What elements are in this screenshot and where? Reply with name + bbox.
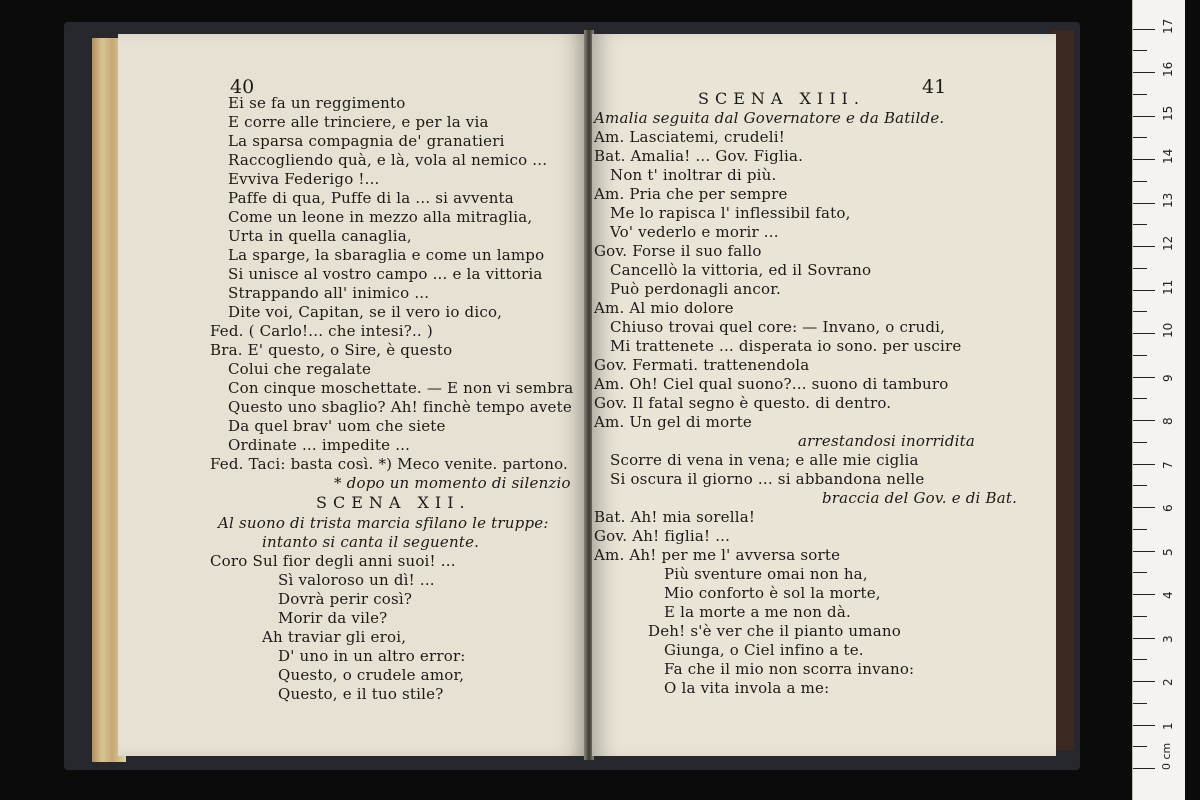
- stage-direction: * dopo un momento di silenzio: [334, 474, 571, 492]
- ruler-tick: [1133, 572, 1147, 573]
- ruler-tick: [1133, 746, 1147, 747]
- text-line: Come un leone in mezzo alla mitraglia,: [228, 208, 533, 226]
- ruler-tick: [1133, 355, 1147, 356]
- text-line: Si oscura il giorno ... si abbandona nelle: [610, 470, 925, 488]
- page-number: 40: [230, 76, 255, 98]
- text-line: Am. Ah! per me l' avversa sorte: [594, 546, 841, 564]
- text-line: Mi trattenete ... disperata io sono. per uscire: [610, 337, 962, 355]
- ruler-tick: [1133, 725, 1155, 726]
- left-page: [118, 34, 586, 756]
- text-line: Raccogliendo quà, e là, vola al nemico ...: [228, 151, 548, 169]
- verse-line: Dovrà perir così?: [278, 590, 413, 608]
- text-line: Gov. Fermati. trattenendola: [594, 356, 810, 374]
- text-line: Chiuso trovai quel core: — Invano, o crudi,: [610, 318, 946, 336]
- ruler-tick: [1133, 333, 1155, 334]
- verse-line: Questo, e il tuo stile?: [278, 685, 444, 703]
- verse-line: Morir da vile?: [278, 609, 388, 627]
- ruler-tick: [1133, 507, 1155, 508]
- ruler-tick: [1133, 116, 1155, 117]
- verse-line: Fa che il mio non scorra invano:: [664, 660, 915, 678]
- page-number: 41: [922, 76, 947, 98]
- text-line: Coro Sul fior degli anni suoi! ...: [210, 552, 456, 570]
- verse-line: E la morte a me non dà.: [664, 603, 851, 621]
- ruler-tick: [1133, 290, 1155, 291]
- text-line: Fed. ( Carlo!... che intesi?.. ): [210, 322, 433, 340]
- ruler-tick: [1133, 268, 1147, 269]
- text-line: Colui che regalate: [228, 360, 372, 378]
- ruler-number: 4: [1161, 591, 1175, 599]
- text-line: Con cinque moschettate. — E non vi sembra: [228, 379, 574, 397]
- ruler-tick: [1133, 442, 1147, 443]
- text-line: Me lo rapisca l' inflessibil fato,: [610, 204, 851, 222]
- ruler-tick: [1133, 72, 1155, 73]
- ruler-number: 14: [1161, 148, 1175, 164]
- text-line: La sparge, la sbaraglia e come un lampo: [228, 246, 545, 264]
- ruler-number: 6: [1161, 504, 1175, 512]
- text-line: Urta in quella canaglia,: [228, 227, 412, 245]
- text-line: Ei se fa un reggimento: [228, 94, 406, 112]
- ruler-number: 5: [1161, 547, 1175, 556]
- ruler-number: 13: [1161, 192, 1175, 208]
- stage-direction: intanto si canta il seguente.: [262, 533, 480, 551]
- ruler-tick: [1133, 681, 1155, 682]
- text-line: Da quel brav' uom che siete: [228, 417, 446, 435]
- ruler-tick: [1133, 377, 1155, 378]
- stage-direction: Amalia seguita dal Governatore e da Batilde.: [594, 109, 945, 127]
- text-line: Ordinate ... impedite ...: [228, 436, 411, 454]
- ruler-tick: [1133, 529, 1147, 530]
- text-line: Am. Lasciatemi, crudeli!: [594, 128, 785, 146]
- text-line: Cancellò la vittoria, ed il Sovrano: [610, 261, 872, 279]
- text-line: Si unisce al vostro campo ... e la vittoria: [228, 265, 543, 283]
- ruler-number: 11: [1161, 279, 1175, 295]
- text-line: Può perdonagli ancor.: [610, 280, 781, 298]
- ruler-tick: [1133, 224, 1147, 225]
- ruler-tick: [1133, 94, 1147, 95]
- right-page: [592, 34, 1056, 756]
- ruler-number: 16: [1161, 61, 1175, 77]
- measurement-ruler: [1132, 0, 1185, 800]
- text-line: Scorre di vena in vena; e alle mie ciglia: [610, 451, 919, 469]
- ruler-tick: [1133, 551, 1155, 552]
- ruler-tick: [1133, 181, 1147, 182]
- text-line: Questo uno sbaglio? Ah! finchè tempo avete: [228, 398, 572, 416]
- text-line: Strappando all' inimico ...: [228, 284, 430, 302]
- ruler-tick: [1133, 50, 1147, 51]
- ruler-tick: [1133, 464, 1155, 465]
- verse-line: Questo, o crudele amor,: [278, 666, 465, 684]
- stage-direction: braccia del Gov. e di Bat.: [822, 489, 1018, 507]
- ruler-number: 15: [1161, 105, 1175, 121]
- ruler-tick: [1133, 137, 1147, 138]
- ruler-number: 2: [1161, 678, 1175, 686]
- ruler-tick: [1133, 398, 1147, 399]
- ruler-tick: [1133, 420, 1155, 421]
- text-line: Am. Un gel di morte: [594, 413, 753, 431]
- text-line: Vo' vederlo e morir ...: [610, 223, 779, 241]
- ruler-unit-label: 0 cm: [1160, 742, 1173, 770]
- stage-direction: Al suono di trista marcia sfilano le truppe:: [218, 514, 549, 532]
- ruler-number: 1: [1161, 721, 1175, 730]
- text-line: Gov. Ah! figlia! ...: [594, 527, 731, 545]
- text-line: Paffe di qua, Puffe di la ... si avventa: [228, 189, 514, 207]
- ruler-number: 8: [1161, 417, 1175, 425]
- scene-heading: SCENA XII.: [316, 493, 471, 512]
- text-line: Am. Pria che per sempre: [594, 185, 788, 203]
- verse-line: D' uno in un altro error:: [278, 647, 466, 665]
- verse-line: Più sventure omai non ha,: [664, 565, 868, 583]
- text-line: Bra. E' questo, o Sire, è questo: [210, 341, 453, 359]
- text-line: Dite voi, Capitan, se il vero io dico,: [228, 303, 503, 321]
- ruler-tick: [1133, 311, 1147, 312]
- verse-line: Giunga, o Ciel infino a te.: [664, 641, 864, 659]
- ruler-number: 12: [1161, 235, 1175, 251]
- verse-line: Sì valoroso un dì! ...: [278, 571, 435, 589]
- stage-direction: arrestandosi inorridita: [798, 432, 975, 450]
- text-line: Bat. Ah! mia sorella!: [594, 508, 756, 526]
- ruler-tick: [1133, 594, 1155, 595]
- text-line: Am. Oh! Ciel qual suono?... suono di tamburo: [594, 375, 949, 393]
- verse-line: Deh! s'è ver che il pianto umano: [648, 622, 901, 640]
- text-line: E corre alle trinciere, e per la via: [228, 113, 489, 131]
- ruler-number: 3: [1161, 634, 1175, 643]
- text-line: Non t' inoltrar di più.: [610, 166, 777, 184]
- text-line: Gov. Forse il suo fallo: [594, 242, 762, 260]
- ruler-tick: [1133, 246, 1155, 247]
- verse-line: Ah traviar gli eroi,: [262, 628, 407, 646]
- ruler-number: 9: [1161, 373, 1175, 382]
- text-line: Bat. Amalia! ... Gov. Figlia.: [594, 147, 804, 165]
- text-line: Gov. Il fatal segno è questo. di dentro.: [594, 394, 892, 412]
- text-line: Fed. Taci: basta così. *) Meco venite. partono.: [210, 455, 569, 473]
- ruler-tick: [1133, 659, 1147, 660]
- ruler-number: 7: [1161, 460, 1175, 469]
- ruler-tick: [1133, 485, 1147, 486]
- ruler-tick: [1133, 638, 1155, 639]
- ruler-number: 10: [1161, 322, 1175, 338]
- verse-line: Mio conforto è sol la morte,: [664, 584, 881, 602]
- verse-line: O la vita invola a me:: [664, 679, 830, 697]
- ruler-number: 17: [1161, 18, 1175, 34]
- ruler-tick: [1133, 203, 1155, 204]
- ruler-tick: [1133, 29, 1155, 30]
- text-line: La sparsa compagnia de' granatieri: [228, 132, 505, 150]
- ruler-tick: [1133, 616, 1147, 617]
- text-line: Evviva Federigo !...: [228, 170, 380, 188]
- ruler-tick: [1133, 159, 1155, 160]
- ruler-tick: [1133, 703, 1147, 704]
- text-line: Am. Al mio dolore: [594, 299, 734, 317]
- ruler-tick: [1133, 768, 1155, 769]
- scene-heading: SCENA XIII.: [698, 89, 865, 108]
